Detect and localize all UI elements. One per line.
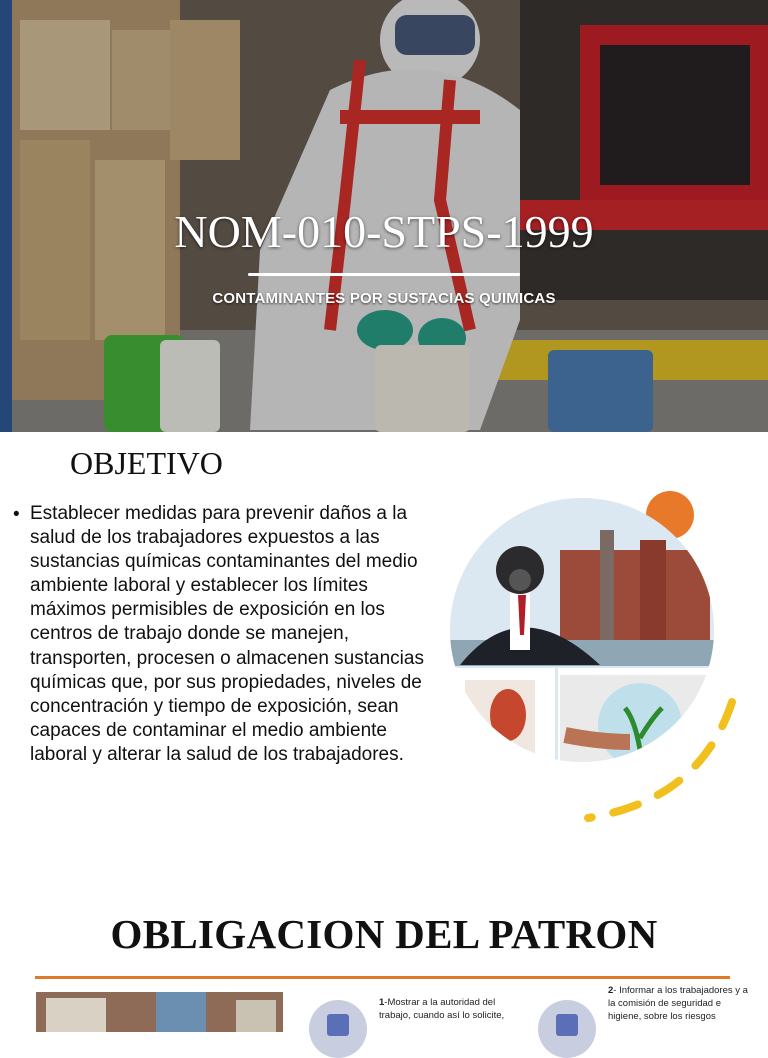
obligation-text-2: - Informar a los trabajadores y a la comisión de seguridad e higiene, sobre los riesgos — [608, 985, 748, 1022]
obligation-text-1: -Mostrar a la autoridad del trabajo, cuando así lo solicite, — [379, 997, 505, 1021]
objective-text: Establecer medidas para prevenir daños a la salud de los trabajadores expuestos a las sustancias químicas contaminantes del medio ambiente laboral y establecer los límites máximos permisibles de exposición en los centros de trabajo donde se manejen, transporten, procesen o almacenen sustancias químicas que, por sus propiedades, niveles de concentración y tiempo de exposición, sean capaces de contaminar el medio ambiente laboral y alterar la salud de los trabajadores. — [30, 503, 424, 765]
workplace-photo — [36, 992, 283, 1032]
slide-title: NOM-010-STPS-1999 — [174, 206, 594, 257]
slide-subtitle: CONTAMINANTES POR SUSTACIAS QUIMICAS — [212, 290, 556, 307]
bullet-icon: • — [13, 504, 20, 525]
obligation-number-1: 1 — [379, 997, 385, 1008]
obligations-divider — [35, 976, 730, 979]
objective-heading: OBJETIVO — [70, 445, 223, 481]
obligation-number-2: 2 — [608, 985, 614, 996]
obligation-item-2 — [608, 984, 748, 1023]
obligation-item-1 — [379, 996, 514, 1022]
dollar-icon — [538, 1000, 596, 1058]
document-icon — [309, 1000, 367, 1058]
pollution-collage — [440, 480, 768, 830]
title-slide — [0, 0, 768, 432]
title-divider — [248, 273, 520, 276]
obligations-heading: OBLIGACION DEL PATRON — [110, 911, 658, 957]
